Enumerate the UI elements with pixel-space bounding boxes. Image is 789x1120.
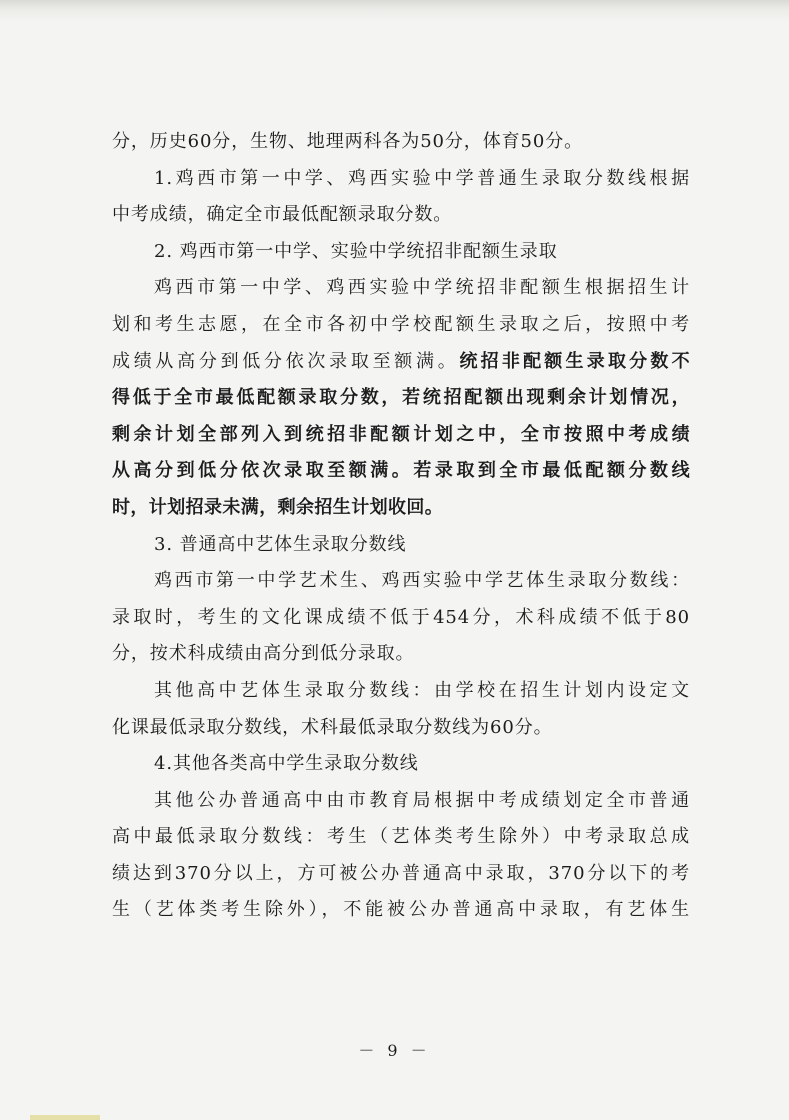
section-heading: 3. 普通高中艺体生录取分数线 [154, 533, 407, 555]
bold-paragraph-line: 时，计划招录未满，剩余招生计划收回。 [112, 496, 444, 518]
paragraph-line: 绩达到370分以上，方可被公办普通高中录取，370分以下的考 [112, 862, 690, 884]
paragraph-line: 分，历史60分，生物、地理两科各为50分，体育50分。 [112, 131, 584, 152]
paragraph-line: 鸡西市第一中学艺术生、鸡西实验中学艺体生录取分数线： [154, 570, 690, 592]
paragraph-line: 其他公办普通高中由市教育局根据中考成绩划定全市普通 [154, 789, 690, 811]
paragraph-line-mixed [112, 344, 690, 381]
bold-paragraph-line: 从高分到低分依次录取至额满。若录取到全市最低配额分数线 [112, 460, 690, 482]
paragraph-line: 分，按术科成绩由高分到低分录取。 [112, 643, 415, 665]
bold-paragraph-line: 剩余计划全部列入到统招非配额计划之中，全市按照中考成绩 [112, 423, 690, 445]
paragraph-line: 划和考生志愿，在全市各初中学校配额生录取之后，按照中考 [112, 313, 690, 335]
paragraph-line: 其他高中艺体生录取分数线：由学校在招生计划内设定文 [154, 679, 690, 701]
scan-edge-mark [30, 1115, 100, 1120]
bold-text: 统招非配额生录取分数不 [459, 350, 690, 372]
paragraph-line: 鸡西市第一中学、鸡西实验中学统招非配额生根据招生计 [154, 277, 690, 299]
paragraph-line: 1.鸡西市第一中学、鸡西实验中学普通生录取分数线根据 [154, 167, 690, 189]
document-body [112, 124, 690, 929]
paragraph-line: 化课最低录取分数线，术科最低录取分数线为60分。 [112, 716, 553, 738]
paragraph-line: 中考成绩，确定全市最低配额录取分数。 [112, 204, 453, 226]
paragraph-line: 生（艺体类考生除外），不能被公办普通高中录取，有艺体生 [112, 899, 690, 921]
paragraph-line: 录取时，考生的文化课成绩不低于454分，术科成绩不低于80 [112, 606, 690, 628]
regular-text: 成绩从高分到低分依次录取至额满。 [112, 350, 460, 372]
page-number: － 9 － [358, 1041, 431, 1060]
scan-top-shadow [0, 0, 789, 22]
section-heading: 4.其他各类高中学生录取分数线 [154, 753, 419, 775]
section-heading: 2. 鸡西市第一中学、实验中学统招非配额生录取 [154, 240, 558, 262]
paragraph-line: 高中最低录取分数线：考生（艺体类考生除外）中考录取总成 [112, 826, 690, 848]
bold-paragraph-line: 得低于全市最低配额录取分数，若统招配额出现剩余计划情况， [112, 387, 690, 409]
